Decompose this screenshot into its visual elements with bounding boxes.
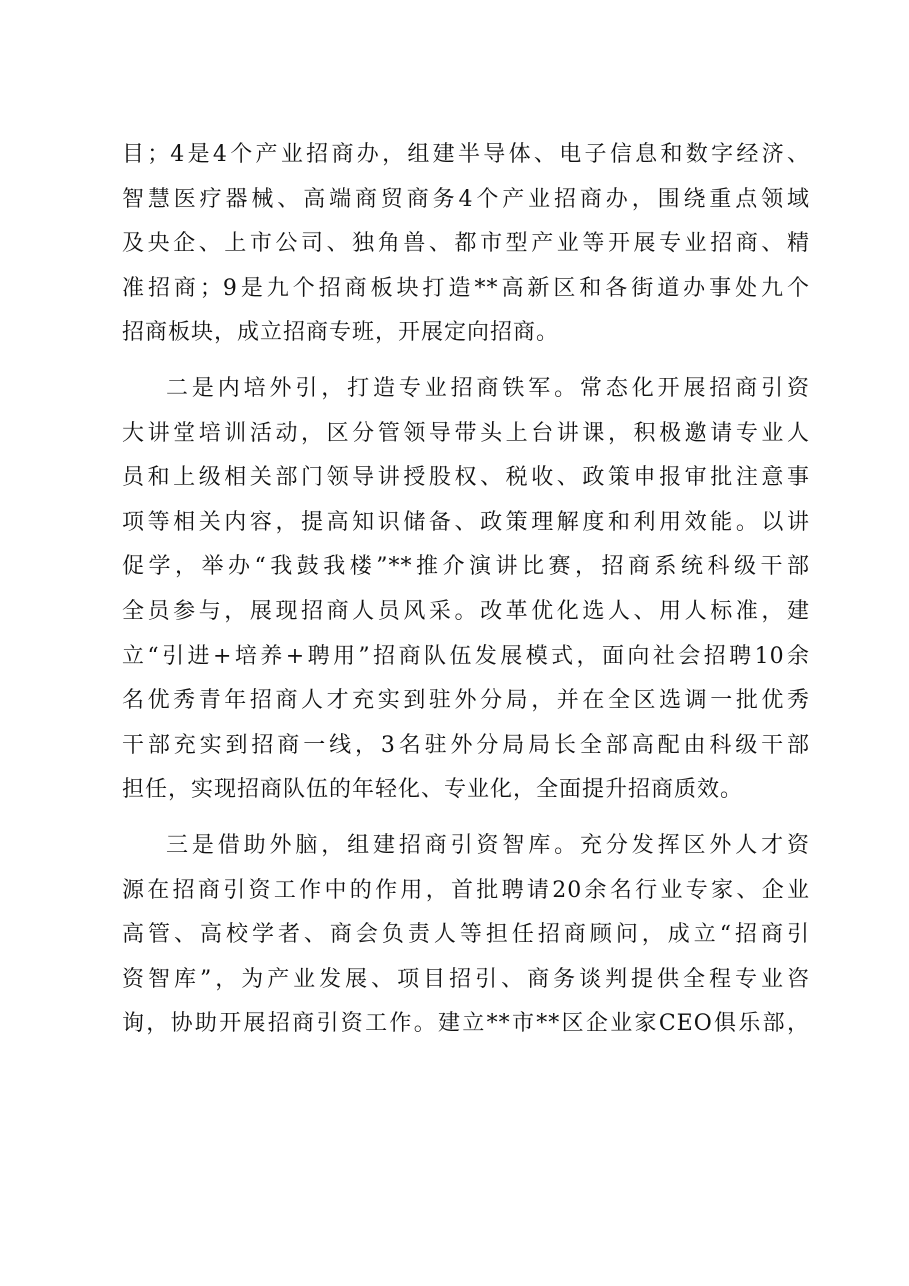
text-line: 名优秀青年招商人才充实到驻外分局，并在全区选调一批优秀	[122, 688, 810, 714]
paragraph-spacing	[122, 813, 810, 824]
text-line: 及央企、上市公司、独角兽、都市型产业等开展专业招商、精	[122, 231, 810, 257]
paragraph-3	[122, 824, 810, 1047]
paragraph-2	[122, 367, 810, 813]
text-line: 招商板块，成立招商专班，开展定向招商。	[122, 320, 560, 346]
text-line: 全员参与，展现招商人员风采。改革优化选人、用人标准，建	[122, 598, 810, 624]
text-line: 目；4是4个产业招商办，组建半导体、电子信息和数字经济、	[122, 142, 810, 167]
text-line: 干部充实到招商一线，3名驻外分局局长全部高配由科级干部	[122, 732, 810, 758]
text-line: 立“引进+培养+聘用”招商队伍发展模式，面向社会招聘10余	[122, 643, 810, 669]
text-line: 源在招商引资工作中的作用，首批聘请20余名行业专家、企业	[122, 877, 810, 903]
text-line: 智慧医疗器械、高端商贸商务4个产业招商办，围绕重点领域	[122, 186, 810, 212]
text-line: 促学，举办“我鼓我楼”**推介演讲比赛，招商系统科级干部	[122, 554, 810, 580]
text-line: 担任，实现招商队伍的年轻化、专业化，全面提升招商质效。	[122, 777, 744, 803]
text-line: 三是借助外脑，组建招商引资智库。充分发挥区外人才资	[166, 832, 810, 858]
text-line: 员和上级相关部门领导讲授股权、税收、政策申报审批注意事	[122, 465, 810, 491]
text-line: 准招商；9是九个招商板块打造**高新区和各街道办事处九个	[122, 275, 810, 301]
paragraph-spacing	[122, 356, 810, 367]
text-line: 询，协助开展招商引资工作。建立**市**区企业家CEO俱乐部，	[122, 1011, 810, 1037]
text-line: 大讲堂培训活动，区分管领导带头上台讲课，积极邀请专业人	[122, 420, 810, 446]
text-line: 高管、高校学者、商会负责人等担任招商顾问，成立“招商引	[122, 922, 810, 948]
text-line: 二是内培外引，打造专业招商铁军。常态化开展招商引资	[166, 375, 810, 401]
paragraph-1	[122, 133, 810, 356]
text-line: 项等相关内容，提高知识储备、政策理解度和利用效能。以讲	[122, 509, 810, 535]
document-body	[122, 133, 810, 1047]
text-line: 资智库”，为产业发展、项目招引、商务谈判提供全程专业咨	[122, 966, 810, 992]
